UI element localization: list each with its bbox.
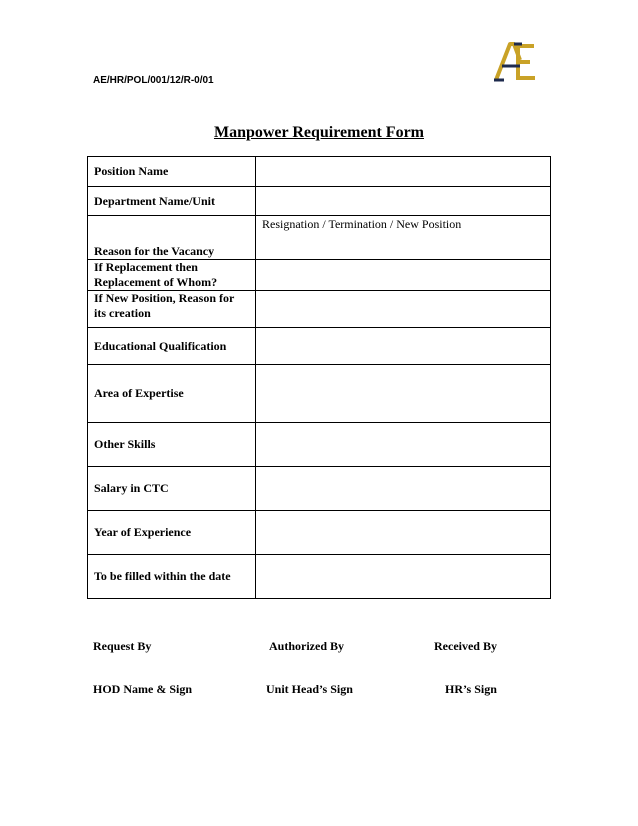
row-label: Department Name/Unit <box>88 187 256 216</box>
row-label: Reason for the Vacancy <box>88 216 256 260</box>
hr-sign-label: HR’s Sign <box>445 682 497 696</box>
authorized-by-label: Authorized By <box>269 639 344 653</box>
qualification-field[interactable] <box>256 328 551 365</box>
document-code: AE/HR/POL/001/12/R-0/01 <box>93 75 214 86</box>
replacement-field[interactable] <box>256 260 551 291</box>
table-row <box>88 555 551 599</box>
table-row <box>88 328 551 365</box>
row-label: To be filled within the date <box>88 555 256 599</box>
table-row <box>88 216 551 260</box>
vacancy-reason-field[interactable]: Resignation / Termination / New Position <box>256 216 551 260</box>
other-skills-field[interactable] <box>256 423 551 467</box>
row-label: Other Skills <box>88 423 256 467</box>
hod-sign-label: HOD Name & Sign <box>93 682 192 696</box>
form-title: Manpower Requirement Form <box>213 124 425 141</box>
row-label: Salary in CTC <box>88 467 256 511</box>
department-field[interactable] <box>256 187 551 216</box>
table-row <box>88 291 551 328</box>
row-label: If New Position, Reason for its creation <box>88 291 256 328</box>
row-label: Year of Experience <box>88 511 256 555</box>
table-row <box>88 511 551 555</box>
salary-field[interactable] <box>256 467 551 511</box>
experience-field[interactable] <box>256 511 551 555</box>
requirement-table <box>87 156 551 599</box>
fill-date-field[interactable] <box>256 555 551 599</box>
table-row <box>88 423 551 467</box>
request-by-label: Request By <box>93 639 152 653</box>
logo-e-mark <box>518 46 535 78</box>
expertise-field[interactable] <box>256 365 551 423</box>
table-row <box>88 157 551 187</box>
position-name-field[interactable] <box>256 157 551 187</box>
received-by-label: Received By <box>434 639 497 653</box>
new-position-reason-field[interactable] <box>256 291 551 328</box>
table-row <box>88 187 551 216</box>
row-label: Educational Qualification <box>88 328 256 365</box>
row-label: If Replacement then Replacement of Whom? <box>88 260 256 291</box>
row-label: Area of Expertise <box>88 365 256 423</box>
row-label: Position Name <box>88 157 256 187</box>
ae-monogram-logo <box>490 40 540 82</box>
table-row <box>88 260 551 291</box>
table-row <box>88 365 551 423</box>
unit-head-sign-label: Unit Head’s Sign <box>266 682 353 696</box>
table-row <box>88 467 551 511</box>
